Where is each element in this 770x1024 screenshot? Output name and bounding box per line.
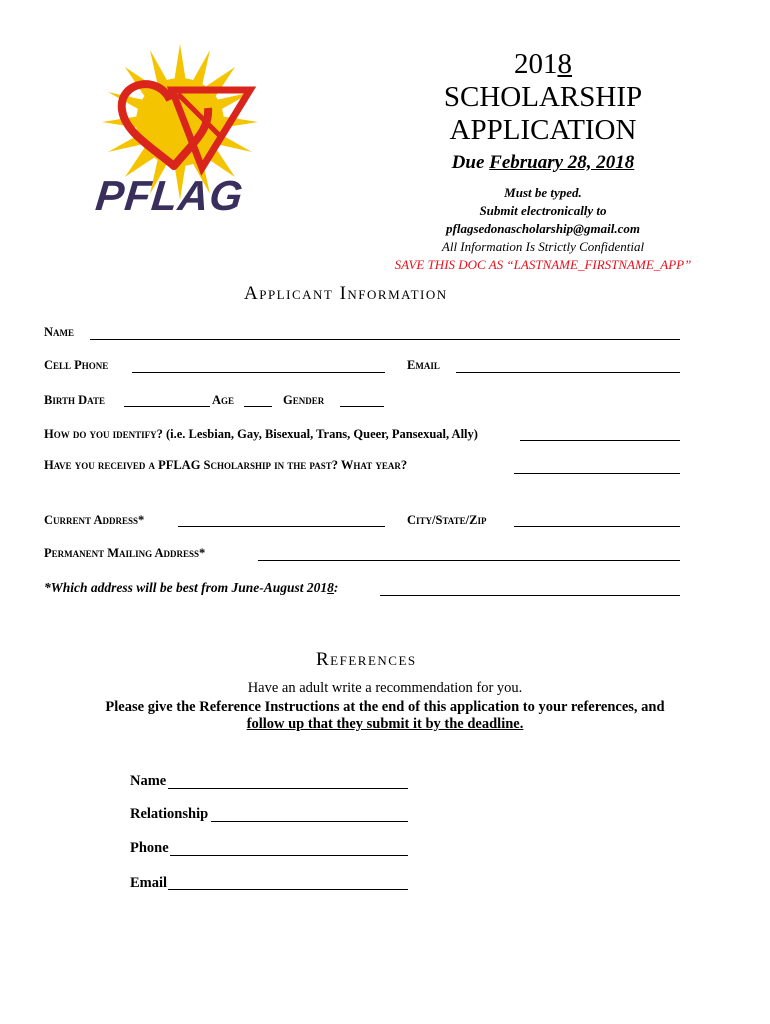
birth-date-label: Birth Date [44,393,106,407]
references-intro: Have an adult write a recommendation for you. [247,680,523,696]
ref-email-label: Email [130,875,168,891]
email-label: Email [407,358,440,372]
birth-date-field[interactable] [124,406,210,407]
ref-relationship-label: Relationship [130,806,209,822]
current-address-field[interactable] [178,526,385,527]
title-application: APPLICATION [449,114,637,146]
references-instructions: Please give the Reference Instructions at the end of this application to your references, and [105,699,665,715]
gender-label: Gender [283,393,325,407]
cell-phone-field[interactable] [132,372,385,373]
name-label: Name [44,325,75,339]
ref-name-label: Name [130,773,167,789]
due-date: Due February 28, 2018 [451,152,635,173]
email-field[interactable] [456,372,680,373]
submit-note: Submit electronically to [479,203,607,218]
title-scholarship: SCHOLARSHIP [443,81,643,113]
applicant-info-heading: Applicant Information [244,283,448,304]
city-state-zip-label: City/State/Zip [407,513,487,527]
gender-field[interactable] [340,406,384,407]
ref-phone-field[interactable] [170,855,408,856]
permanent-address-field[interactable] [258,560,680,561]
identify-label: How do you identify? (i.e. Lesbian, Gay, Bisexual, Trans, Queer, Pansexual, Ally) [44,427,478,441]
title-year: 2018 [514,48,572,80]
ref-relationship-field[interactable] [211,821,408,822]
permanent-address-label: Permanent Mailing Address* [44,546,206,560]
age-field[interactable] [244,406,272,407]
cell-phone-label: Cell Phone [44,358,109,372]
references-follow-up: follow up that they submit it by the deadline. [246,716,524,732]
pflag-logo-text: PFLAG [93,172,246,219]
ref-name-field[interactable] [168,788,408,789]
must-be-typed: Must be typed. [504,185,582,200]
ref-email-field[interactable] [168,889,408,890]
name-field[interactable] [90,339,680,340]
which-address-label: *Which address will be best from June-August 2018: [44,580,339,595]
ref-phone-label: Phone [130,840,169,856]
received-field[interactable] [514,473,680,474]
city-state-zip-field[interactable] [514,526,680,527]
age-label: Age [212,393,235,407]
submission-email: pflagsedonascholarship@gmail.com [446,221,640,236]
confidential-note: All Information Is Strictly Confidential [441,239,645,254]
current-address-label: Current Address* [44,513,145,527]
save-as-note: SAVE THIS DOC AS “LASTNAME_FIRSTNAME_APP” [394,257,692,272]
received-label: Have you received a PFLAG Scholarship in the past? What year? [44,458,408,472]
identify-field[interactable] [520,440,680,441]
references-heading: References [316,649,417,670]
which-address-field[interactable] [380,595,680,596]
